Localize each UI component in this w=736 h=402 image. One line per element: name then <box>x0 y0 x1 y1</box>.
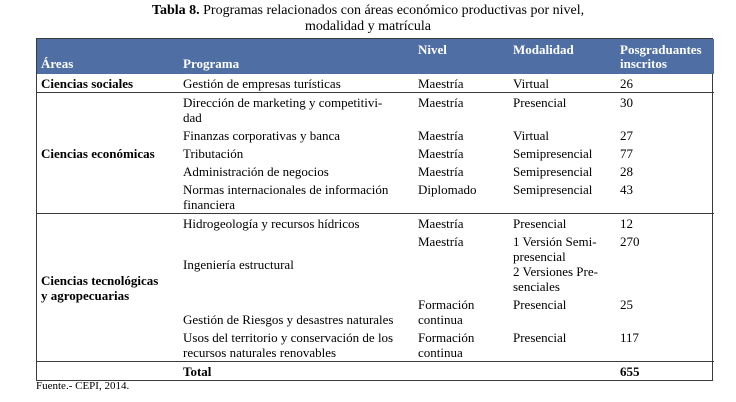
nivel-cell: Maestría <box>418 234 464 249</box>
header-modalidad: Modalidad <box>509 39 616 74</box>
table-header-row <box>37 39 714 74</box>
inscritos-cell: 30 <box>616 93 714 127</box>
total-empty-cell <box>37 362 179 381</box>
total-value: 655 <box>616 362 714 381</box>
modalidad-cell: Semipresencial <box>513 164 593 179</box>
programa-line: dad <box>183 110 202 125</box>
nivel-cell: Maestría <box>414 93 509 127</box>
inscritos-cell: 117 <box>620 330 640 345</box>
header-areas: Áreas <box>37 39 179 74</box>
modalidad-cell: Semipresencial <box>513 146 593 161</box>
caption-line-2: modalidad y matrícula <box>305 19 431 34</box>
modalidad-line: senciales <box>513 279 560 294</box>
inscritos-cell: 26 <box>620 76 633 91</box>
modalidad-cell: Virtual <box>513 76 550 91</box>
modalidad-line: 2 Versiones Pre- <box>513 264 598 279</box>
area-cell <box>37 214 179 362</box>
inscritos-cell: 43 <box>620 182 633 197</box>
table-caption <box>0 3 736 35</box>
nivel-cell: Maestría <box>418 164 464 179</box>
modalidad-cell: Virtual <box>513 128 550 143</box>
nivel-cell <box>414 328 509 362</box>
inscritos-cell: 28 <box>620 164 633 179</box>
programa-line: Normas internacionales de información <box>183 182 389 197</box>
nivel-cell: Maestría <box>418 76 464 91</box>
header-inscritos <box>616 39 714 74</box>
programa-cell <box>179 93 414 127</box>
modalidad-cell: Presencial <box>513 297 567 312</box>
nivel-line: Formación <box>418 297 475 312</box>
programa-cell: Finanzas corporativas y banca <box>183 128 341 143</box>
modalidad-cell: Semipresencial <box>513 182 593 197</box>
programa-cell: Ingeniería estructural <box>183 256 294 272</box>
programs-table <box>36 38 713 381</box>
programa-cell: Hidrogeología y recursos hídricos <box>179 214 414 233</box>
programa-line: recursos naturales renovables <box>183 345 337 360</box>
nivel-cell: Maestría <box>418 128 464 143</box>
modalidad-line: 1 Versión Semi- <box>513 234 597 249</box>
nivel-line: continua <box>418 312 463 327</box>
caption-line-1: Programas relacionados con áreas económico productivas por nivel, <box>203 3 585 18</box>
table-row <box>37 74 714 93</box>
area-line: y agropecuarias <box>41 288 130 303</box>
table-source: Fuente.- CEPI, 2014. <box>36 380 130 392</box>
programa-cell <box>179 180 414 214</box>
area-cell: Ciencias económicas <box>37 93 179 214</box>
header-programa: Programa <box>179 39 414 74</box>
nivel-line: continua <box>418 345 463 360</box>
area-cell: Ciencias sociales <box>41 76 134 91</box>
inscritos-cell: 77 <box>620 146 633 161</box>
programa-cell <box>179 328 414 362</box>
total-label: Total <box>179 362 414 381</box>
total-empty-cell <box>509 362 616 381</box>
programa-cell: Gestión de empresas turísticas <box>183 76 341 91</box>
inscritos-cell: 12 <box>616 214 714 233</box>
area-line: Ciencias tecnológicas <box>41 273 159 288</box>
nivel-cell: Maestría <box>418 146 464 161</box>
programa-line: financiera <box>183 197 235 212</box>
modalidad-line: presencial <box>513 249 566 264</box>
header-inscritos-line-2: inscritos <box>620 56 667 71</box>
table-number: Tabla 8. <box>151 3 200 18</box>
nivel-cell <box>414 295 509 328</box>
nivel-cell: Diplomado <box>418 182 477 197</box>
total-row <box>37 362 714 381</box>
header-nivel: Nivel <box>414 39 509 74</box>
modalidad-cell: Presencial <box>509 93 616 127</box>
header-inscritos-line-1: Posgraduantes <box>620 42 702 57</box>
inscritos-cell: 270 <box>620 234 640 249</box>
inscritos-cell: 25 <box>620 297 633 312</box>
nivel-cell: Maestría <box>414 214 509 233</box>
modalidad-cell: Presencial <box>513 330 567 345</box>
total-empty-cell <box>414 362 509 381</box>
table-row <box>37 93 714 127</box>
programa-cell: Administración de negocios <box>183 164 329 179</box>
nivel-line: Formación <box>418 330 475 345</box>
modalidad-cell: Presencial <box>509 214 616 233</box>
table-row <box>37 214 714 233</box>
programa-line: Usos del territorio y conservación de los <box>183 330 394 345</box>
programa-cell: Tributación <box>183 146 244 161</box>
modalidad-cell <box>509 232 616 295</box>
programa-cell: Gestión de Riesgos y desastres naturales <box>183 312 394 327</box>
inscritos-cell: 27 <box>620 128 633 143</box>
programa-line: Dirección de marketing y competitivi- <box>183 95 383 110</box>
